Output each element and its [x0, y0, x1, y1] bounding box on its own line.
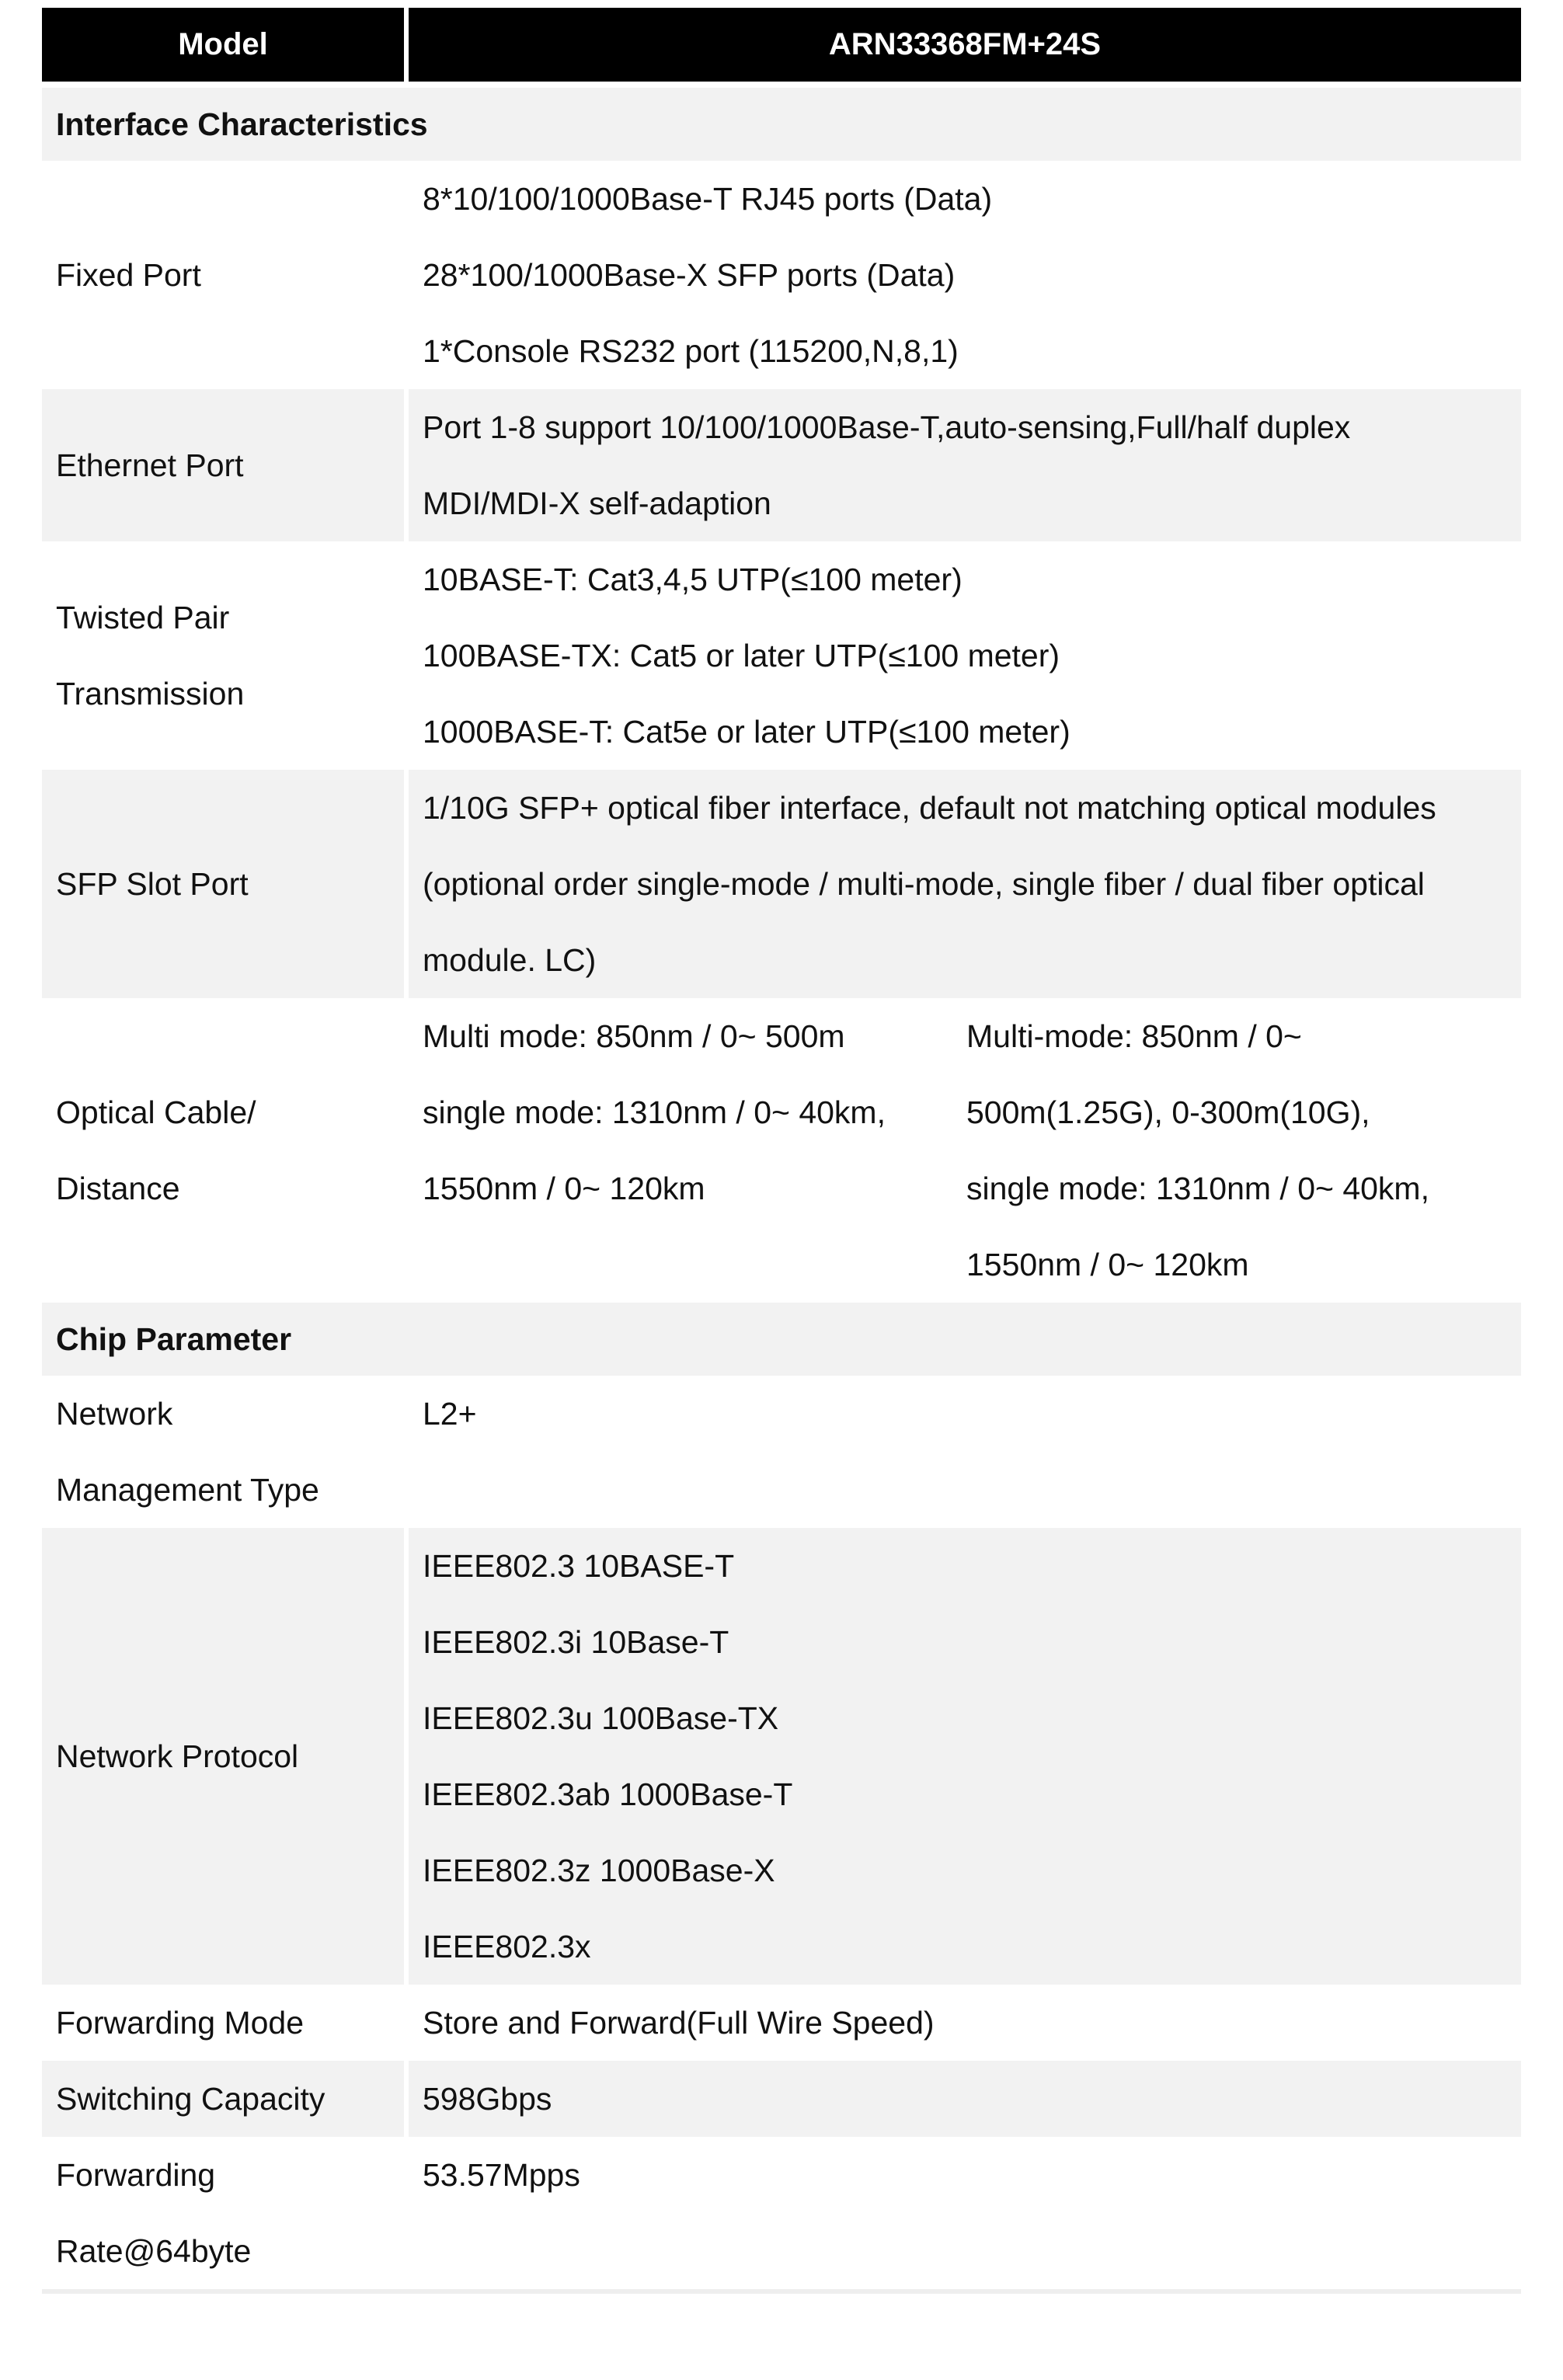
label-line: Forwarding [56, 2157, 216, 2193]
row-value [409, 541, 1521, 770]
label-line: Fixed Port [56, 257, 201, 293]
label-line: Twisted Pair [56, 600, 230, 635]
value-line: Multi-mode: 850nm / 0~ [966, 1018, 1302, 1054]
section-row [42, 88, 1521, 161]
value-line: 53.57Mpps [423, 2157, 580, 2193]
row-label [42, 2137, 404, 2289]
label-line: Ethernet Port [56, 447, 244, 483]
row-value [409, 2137, 1521, 2289]
value-line: 1000BASE-T: Cat5e or later UTP(≤100 meter) [423, 714, 1070, 750]
value-line: (optional order single-mode / multi-mode, single fiber / dual fiber optical [423, 866, 1425, 902]
table-row-network-management [42, 1376, 1521, 1528]
value-column-left [423, 998, 966, 1227]
value-line: 500m(1.25G), 0-300m(10G), [966, 1094, 1370, 1130]
table-row-forwarding-rate [42, 2137, 1521, 2289]
label-line: Switching Capacity [56, 2081, 325, 2117]
label-line: Optical Cable/ [56, 1094, 256, 1130]
value-line: IEEE802.3ab 1000Base-T [423, 1776, 793, 1812]
row-label [42, 1376, 404, 1528]
row-value [409, 1528, 1521, 1985]
value-line: IEEE802.3z 1000Base-X [423, 1853, 775, 1888]
label-line: Distance [56, 1171, 180, 1206]
label-line: Forwarding Mode [56, 2005, 305, 2041]
row-value [409, 389, 1521, 541]
value-line: IEEE802.3u 100Base-TX [423, 1700, 779, 1736]
section-chip-parameter: Chip Parameter [42, 1303, 1521, 1376]
value-line: 8*10/100/1000Base-T RJ45 ports (Data) [423, 181, 993, 217]
table-row-optical-cable [42, 998, 1521, 1303]
row-label [42, 2061, 404, 2137]
row-value [409, 161, 1521, 389]
value-line: 10BASE-T: Cat3,4,5 UTP(≤100 meter) [423, 562, 963, 597]
value-line: Store and Forward(Full Wire Speed) [423, 2005, 935, 2041]
value-column-right [966, 998, 1521, 1303]
value-line: 1550nm / 0~ 120km [966, 1247, 1249, 1282]
table-row-fixed-port [42, 161, 1521, 389]
row-label [42, 1985, 404, 2061]
value-line: single mode: 1310nm / 0~ 40km, [966, 1171, 1429, 1206]
row-value [409, 1376, 1521, 1528]
value-line: 1550nm / 0~ 120km [423, 1171, 705, 1206]
table-row-ethernet-port [42, 389, 1521, 541]
value-line: IEEE802.3i 10Base-T [423, 1624, 729, 1660]
label-line: SFP Slot Port [56, 866, 249, 902]
value-line: IEEE802.3x [423, 1929, 591, 1964]
value-line: module. LC) [423, 942, 597, 978]
value-line: 598Gbps [423, 2081, 552, 2117]
row-value [409, 998, 1521, 1303]
spec-table [42, 8, 1521, 2294]
value-line: IEEE802.3 10BASE-T [423, 1548, 735, 1584]
row-label [42, 998, 404, 1303]
model-label: Model [42, 8, 404, 82]
table-row-switching-capacity [42, 2061, 1521, 2137]
table-row-twisted-pair [42, 541, 1521, 770]
row-label [42, 389, 404, 541]
value-line: single mode: 1310nm / 0~ 40km, [423, 1094, 886, 1130]
label-line: Management Type [56, 1472, 319, 1508]
row-label [42, 161, 404, 389]
value-line: 28*100/1000Base-X SFP ports (Data) [423, 257, 956, 293]
table-row-sfp-slot-port [42, 770, 1521, 998]
label-line: Transmission [56, 676, 245, 712]
row-value [409, 2061, 1521, 2137]
label-line: Rate@64byte [56, 2233, 252, 2269]
value-line: MDI/MDI-X self-adaption [423, 485, 771, 521]
row-label [42, 541, 404, 770]
label-line: Network [56, 1396, 173, 1432]
row-value [409, 1985, 1521, 2061]
label-line: Network Protocol [56, 1738, 299, 1774]
value-line: 1/10G SFP+ optical fiber interface, default not matching optical modules [423, 790, 1436, 826]
table-row-network-protocol [42, 1528, 1521, 1985]
value-line: Multi mode: 850nm / 0~ 500m [423, 1018, 845, 1054]
divider [42, 2289, 1521, 2294]
value-line: 100BASE-TX: Cat5 or later UTP(≤100 meter) [423, 638, 1060, 673]
value-line: L2+ [423, 1396, 477, 1432]
table-bottom-rule [42, 2289, 1521, 2294]
model-value: ARN33368FM+24S [409, 8, 1521, 82]
section-row [42, 1303, 1521, 1376]
row-label [42, 770, 404, 998]
value-line: 1*Console RS232 port (115200,N,8,1) [423, 333, 959, 369]
table-header [42, 8, 1521, 82]
table-row-forwarding-mode [42, 1985, 1521, 2061]
value-line: Port 1-8 support 10/100/1000Base-T,auto-sensing,Full/half duplex [423, 409, 1351, 445]
section-interface-characteristics: Interface Characteristics [42, 88, 1521, 161]
row-value [409, 770, 1521, 998]
row-label [42, 1528, 404, 1985]
